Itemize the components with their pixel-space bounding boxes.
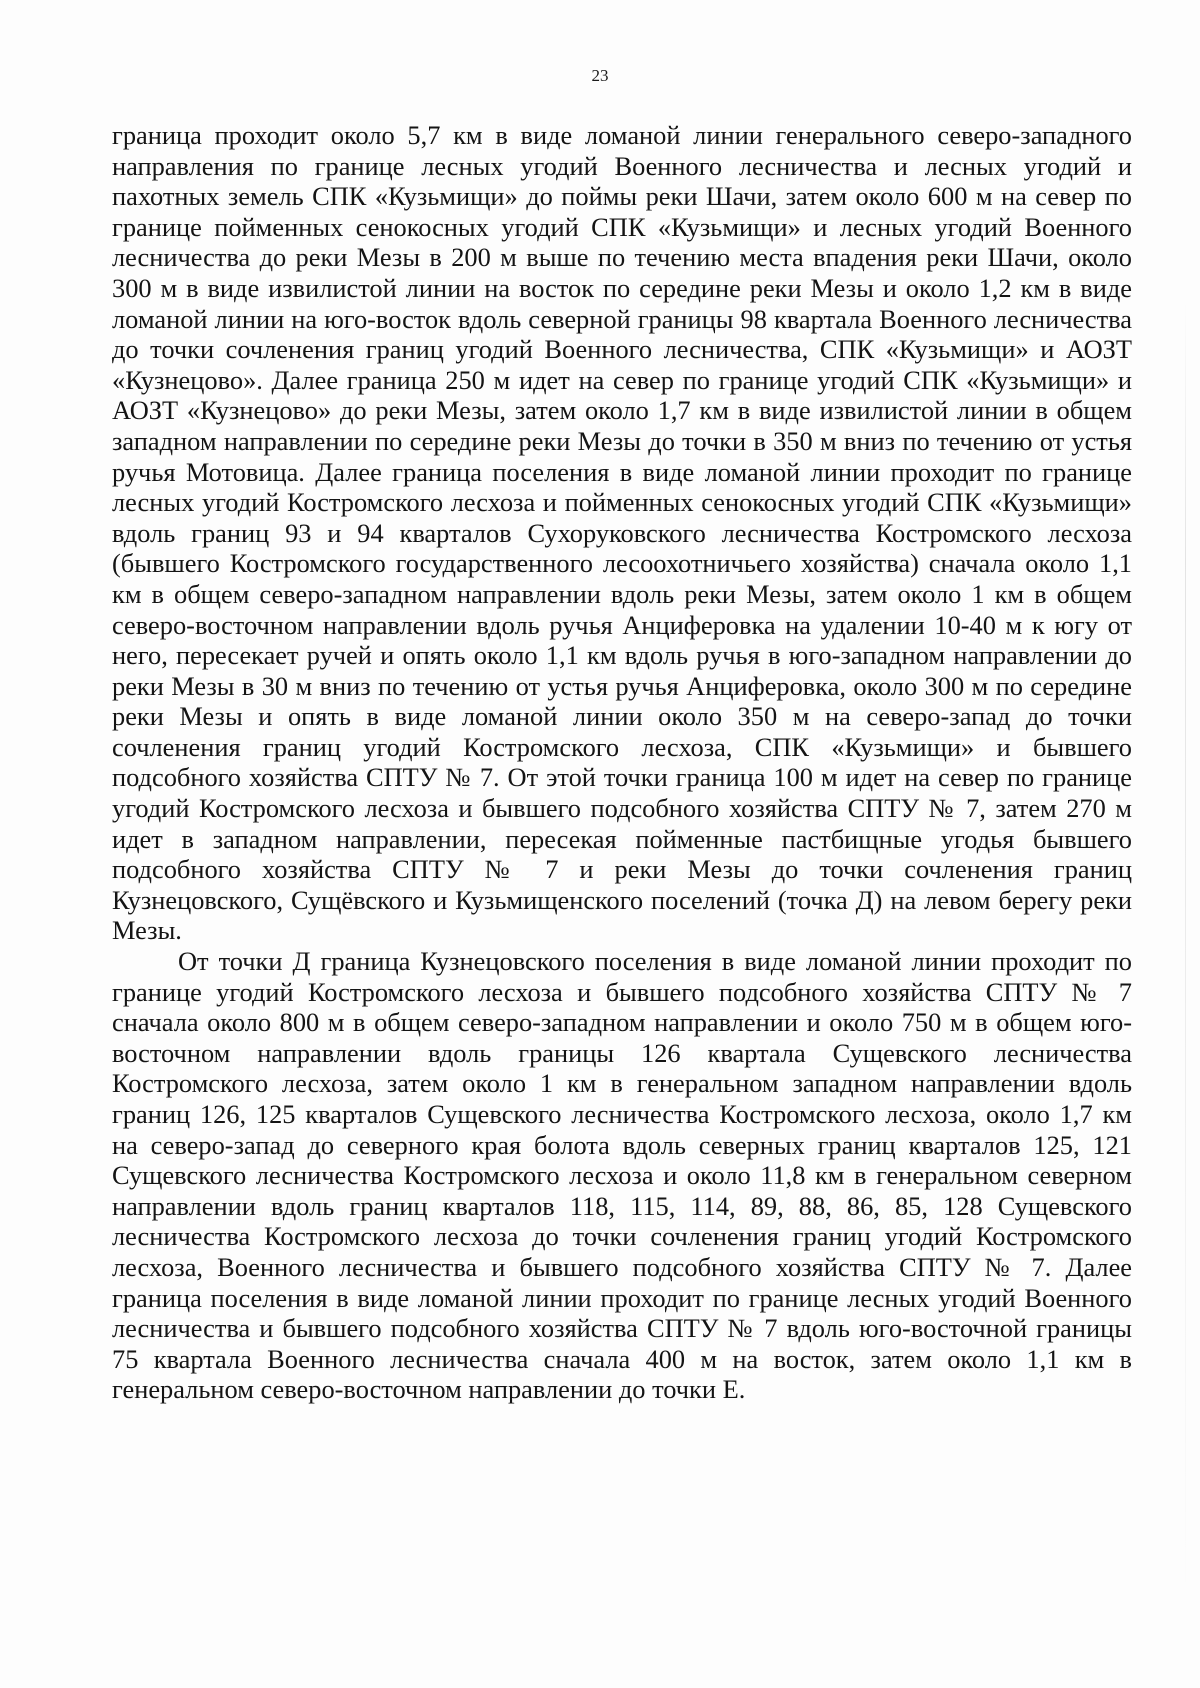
paragraph-1: граница проходит около 5,7 км в виде ломаной линии генерального северо-западного направления по границе лесных угодий Военного лесничества и лесных угодий и пахотных земель СПК «Кузьмищи» до поймы реки Шачи, затем около 600 м на север по границе пойменных сенокосных угодий СПК «Кузьмищи» и лесных угодий Военного лесничества до реки Мезы в 200 м выше по течению места впадения реки Шачи, около 300 м в виде извилистой линии на восток по середине реки Мезы и около 1,2 км в виде ломаной линии на юго-восток вдоль северной границы 98 квартала Военного лесничества до точки сочленения границ угодий Военного лесничества, СПК «Кузьмищи» и АОЗТ «Кузнецово». Далее граница 250 м идет на север по границе угодий СПК «Кузьмищи» и АОЗТ «Кузнецово» до реки Мезы, затем около 1,7 км в виде извилистой линии в общем западном направлении по середине реки Мезы до точки в 350 м вниз по течению от устья ручья Мотовица. Далее граница поселения в виде ломаной линии проходит по границе лесных угодий Костромского лесхоза и пойменных сенокосных угодий СПК «Кузьмищи» вдоль границ 93 и 94 кварталов Сухоруковского лесничества Костромского лесхоза (бывшего Костромского государственного лесоохотничьего хозяйства) сначала около 1,1 км в общем северо-западном направлении вдоль реки Мезы, затем около 1 км в общем северо-восточном направлении вдоль ручья Анциферовка на удалении 10-40 м к югу от него, пересекает ручей и опять около 1,1 км вдоль ручья в юго-западном направлении до реки Мезы в 30 м вниз по течению от устья ручья Анциферовка, около 300 м по середине реки Мезы и опять в виде ломаной линии около 350 м на северо-запад до точки сочленения границ угодий Костромского лесхоза, СПК «Кузьмищи» и бывшего подсобного хозяйства СПТУ № 7. От этой точки граница 100 м идет на север по границе угодий Костромского лесхоза и бывшего подсобного хозяйства СПТУ № 7, затем 270 м идет в западном направлении, пересекая пойменные пастбищные угодья бывшего подсобного хозяйства СПТУ № 7 и реки Мезы до точки сочленения границ Кузнецовского, Сущёвского и Кузьмищенского поселений (точка Д) на левом берегу реки Мезы. — [112, 120, 1132, 946]
paragraph-2: От точки Д граница Кузнецовского поселения в виде ломаной линии проходит по границе угодий Костромского лесхоза и бывшего подсобного хозяйства СПТУ № 7 сначала около 800 м в общем северо-западном направлении и около 750 м в общем юго-восточном направлении вдоль границы 126 квартала Сущевского лесничества Костромского лесхоза, затем около 1 км в генеральном западном направлении вдоль границ 126, 125 кварталов Сущевского лесничества Костромского лесхоза, около 1,7 км на северо-запад до северного края болота вдоль северных границ кварталов 125, 121 Сущевского лесничества Костромского лесхоза и около 11,8 км в генеральном северном направлении вдоль границ кварталов 118, 115, 114, 89, 88, 86, 85, 128 Сущевского лесничества Костромского лесхоза до точки сочленения границ угодий Костромского лесхоза, Военного лесничества и бывшего подсобного хозяйства СПТУ № 7. Далее граница поселения в виде ломаной линии проходит по границе лесных угодий Военного лесничества и бывшего подсобного хозяйства СПТУ № 7 вдоль юго-восточной границы 75 квартала Военного лесничества сначала 400 м на восток, затем около 1,1 км в генеральном северо-восточном направлении до точки Е. — [112, 946, 1132, 1405]
body-text — [112, 120, 1132, 1405]
page-number: 23 — [591, 66, 609, 85]
scan-edge-mark — [1185, 300, 1186, 1600]
